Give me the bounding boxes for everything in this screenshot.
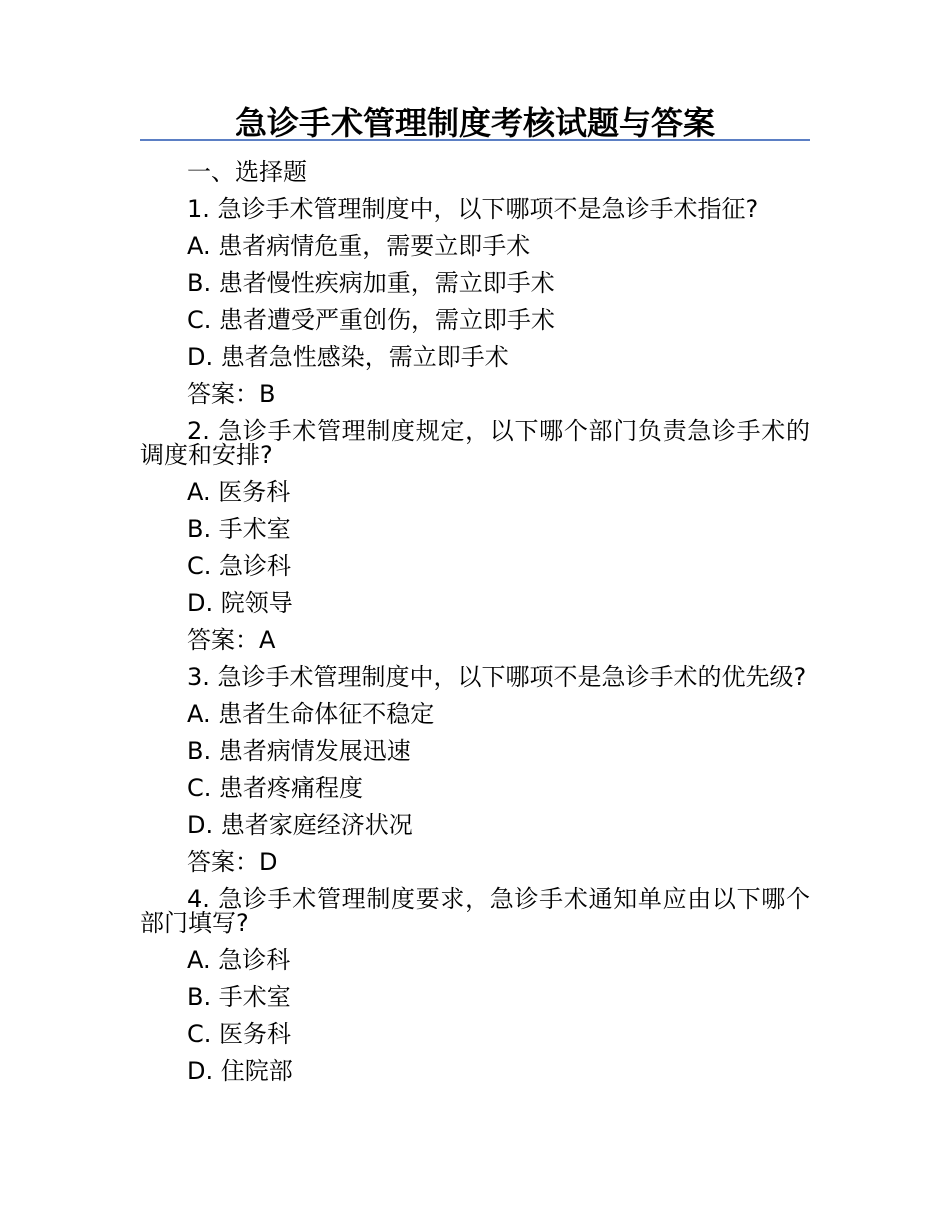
question-3-option-b: B. 患者病情发展迅速 [187,737,411,765]
question-4-option-c: C. 医务科 [187,1020,292,1048]
question-1-option-d: D. 患者急性感染，需立即手术 [187,343,509,371]
question-2-answer: 答案：A [187,626,276,654]
question-1-answer: 答案：B [187,380,276,408]
question-1-option-a: A. 患者病情危重，需要立即手术 [187,232,531,260]
question-3-text: 3. 急诊手术管理制度中，以下哪项不是急诊手术的优先级? [187,663,807,691]
question-4-option-a: A. 急诊科 [187,946,291,974]
question-3-option-c: C. 患者疼痛程度 [187,774,364,802]
question-1-text: 1. 急诊手术管理制度中，以下哪项不是急诊手术指征? [187,195,759,223]
question-3-option-a: A. 患者生命体征不稳定 [187,700,435,728]
question-2-option-a: A. 医务科 [187,478,291,506]
question-3-option-d: D. 患者家庭经济状况 [187,811,413,839]
question-1-option-b: B. 患者慢性疾病加重，需立即手术 [187,269,555,297]
question-4-option-d: D. 住院部 [187,1057,293,1085]
question-2-option-b: B. 手术室 [187,515,291,543]
question-2-option-d: D. 院领导 [187,589,293,617]
section-heading: 一、选择题 [187,158,307,186]
title-underline [140,139,810,141]
question-3-answer: 答案：D [187,848,278,876]
question-4-option-b: B. 手术室 [187,983,291,1011]
question-2-text: 2. 急诊手术管理制度规定，以下哪个部门负责急诊手术的调度和安排? [140,417,810,469]
document-title: 急诊手术管理制度考核试题与答案 [234,104,715,142]
question-4-text: 4. 急诊手术管理制度要求，急诊手术通知单应由以下哪个部门填写? [140,885,810,937]
question-1-option-c: C. 患者遭受严重创伤，需立即手术 [187,306,556,334]
document-body [140,154,810,1090]
question-2-option-c: C. 急诊科 [187,552,292,580]
